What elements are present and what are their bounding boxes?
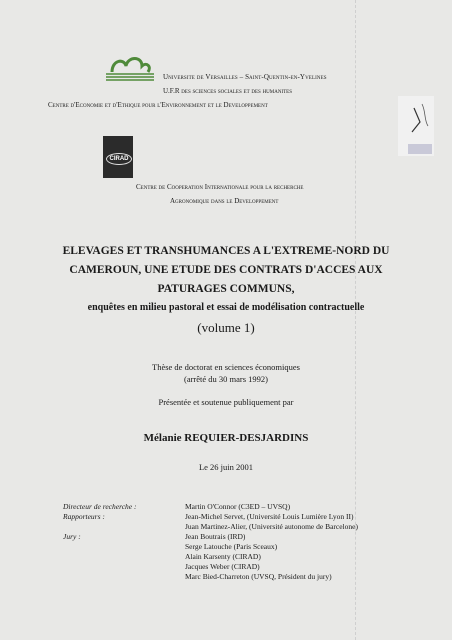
member-name: Martin O'Connor (C3ED – UVSQ) [185,502,291,511]
cirad-logo [103,136,133,178]
member-name: Marc Bied-Charreton (UVSQ, Président du jury) [185,572,332,581]
member-name: Alain Karsenty (CIRAD) [185,552,261,561]
cirad-name-line1: Centre de Cooperation Internationale pour la recherche [136,183,304,191]
uvsq-name: Universite de Versailles – Saint-Quentin-en-Yvelines [163,73,327,81]
role-label: Jury : [63,532,81,541]
presented-by: Présentée et soutenue publiquement par [158,397,294,407]
title-line-2: CAMEROUN, UNE ETUDE DES CONTRATS D'ACCES AUX [69,264,383,276]
title-line-1: ELEVAGES ET TRANSHUMANCES A L'EXTREME-NORD DU [62,245,390,257]
cirad-name-line2: Agronomique dans le Developpement [170,197,279,205]
member-name: Juan Martinez-Alier, (Université autonome de Barcelone) [185,522,358,531]
thesis-decree: (arrêté du 30 mars 1992) [183,374,269,384]
defense-date: Le 26 juin 2001 [198,462,254,472]
role-label: Rapporteurs : [63,512,105,521]
member-name: Jean-Michel Servet, (Université Louis Lumière Lyon II) [185,512,354,521]
author-name: Mélanie REQUIER-DESJARDINS [143,432,309,444]
thesis-info [40,361,412,385]
ufr-name: U.F.R des sciences sociales et des humanites [163,87,293,95]
committee-roles [63,502,137,542]
committee-members [185,502,358,582]
volume-label: (volume 1) [197,320,255,335]
member-name: Jean Boutrais (IRD) [185,532,246,541]
role-label: Directeur de recherche : [63,502,137,511]
role-label [63,522,137,532]
c3ed-name: Centre d'Economie et d'Ethique pour l'Environnement et le Developpement [48,101,268,109]
thesis-degree: Thèse de doctorat en sciences économiques [152,362,300,372]
member-name: Jacques Weber (CIRAD) [185,562,260,571]
cirad-logo-text: CIRAD [106,153,132,165]
title-line-3: PATURAGES COMMUNS, [157,283,295,295]
c3ed-logo [398,96,434,156]
uvsq-logo [102,52,158,82]
member-name: Serge Latouche (Paris Sceaux) [185,542,278,551]
subtitle: enquêtes en milieu pastoral et essai de modélisation contractuelle [87,302,365,313]
